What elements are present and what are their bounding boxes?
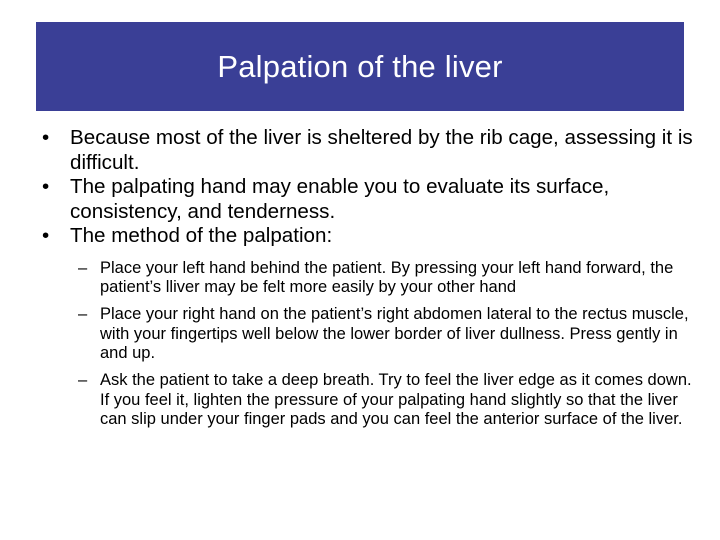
slide-content [42,126,702,437]
title-banner [36,22,684,111]
bullet-item [42,175,702,224]
bullet-item [42,224,702,249]
bullet-text: The method of the palpation: [70,224,333,247]
sub-bullet-list [78,259,702,431]
sub-bullet-item [78,305,700,364]
slide-title: Palpation of the liver [217,48,503,84]
sub-bullet-item [78,371,700,430]
bullet-marker: • [42,224,50,247]
bullet-marker: • [42,175,50,198]
sub-bullet-text: Ask the patient to take a deep breath. Try to feel the liver edge as it comes down. If you feel it, lighten the pressure of your palpating hand slightly so that the liver can slip under your finger pads and you can feel the anterior surface of the liver. [100,371,692,429]
sub-bullet-marker: – [78,304,88,323]
bullet-text: The palpating hand may enable you to evaluate its surface, consistency, and tenderness. [70,175,610,223]
sub-bullet-text: Place your left hand behind the patient. By pressing your left hand forward, the patient’s lliver may be felt more easily by your other hand [100,258,674,297]
sub-bullet-text: Place your right hand on the patient’s right abdomen lateral to the rectus muscle, with your fingertips well below the lower border of liver dullness. Press gently in and up. [100,304,689,363]
bullet-item [42,126,702,175]
sub-bullet-item [78,259,700,298]
sub-bullet-marker: – [78,258,88,277]
bullet-marker: • [42,126,50,149]
sub-bullet-marker: – [78,371,88,390]
bullet-text: Because most of the liver is sheltered by the rib cage, assessing it is difficult. [70,126,693,174]
